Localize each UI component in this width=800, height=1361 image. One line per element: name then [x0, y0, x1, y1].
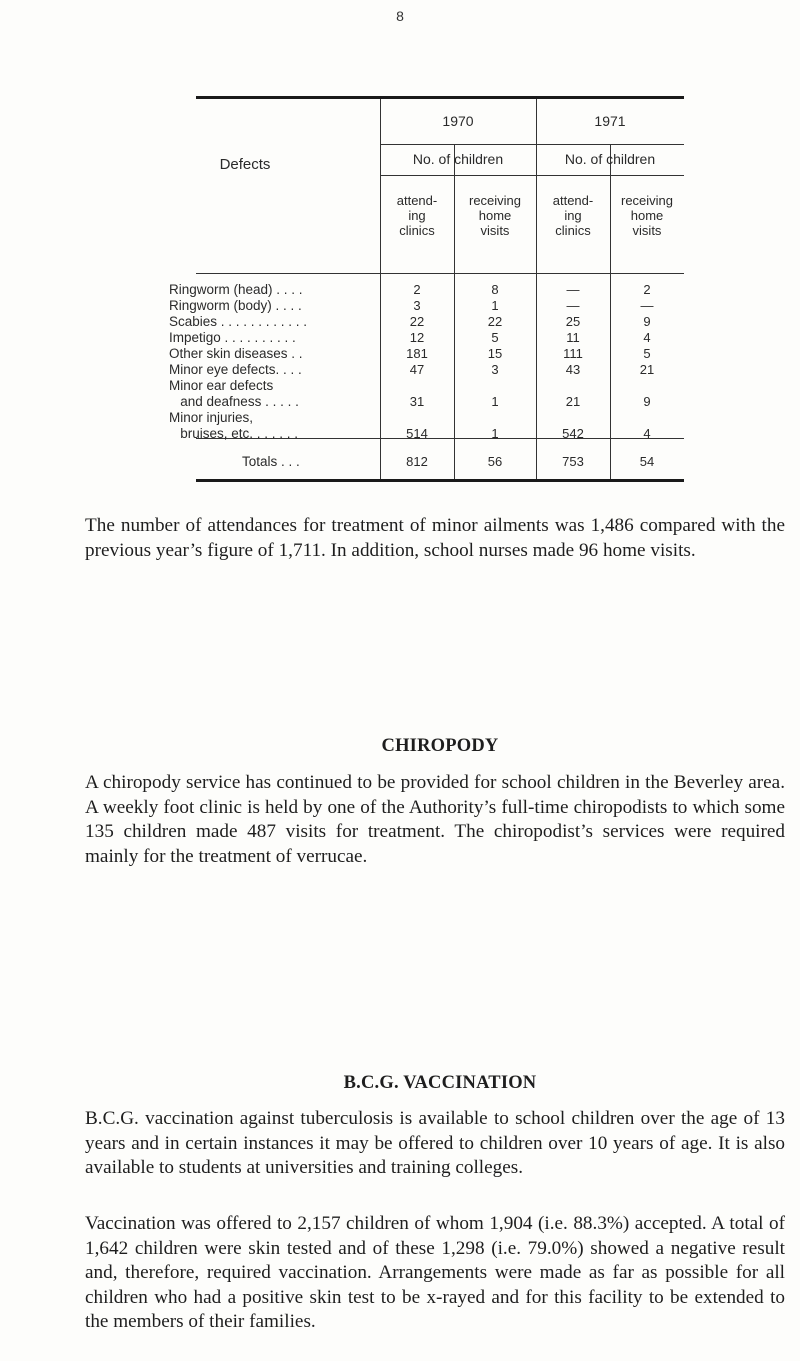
- subheader-line: receiving: [468, 193, 522, 208]
- table-cell: 2: [413, 282, 421, 297]
- table-cell: 4: [643, 426, 651, 441]
- table-cell: 21: [639, 362, 655, 377]
- table-cell: 9: [643, 394, 651, 409]
- table-bottom-rule: [196, 479, 684, 482]
- paragraph-minor-ailments: The number of attendances for treatment of minor ailments was 1,486 compared with the previous year’s figure of 1,711. In addition, school nurses made 96 home visits.: [85, 515, 785, 561]
- table-cell: —: [566, 282, 580, 297]
- subheader-line: home: [630, 208, 664, 223]
- table-cell: 5: [643, 346, 651, 361]
- row-label-minor-injuries-line2: bruises, etc. . . . . . .: [169, 426, 299, 441]
- heading-chiropody: CHIROPODY: [381, 736, 499, 756]
- page-number: 8: [396, 8, 404, 24]
- table-cell: 542: [562, 426, 584, 441]
- table-cell: 47: [409, 362, 425, 377]
- table-cell: 8: [491, 282, 499, 297]
- table-cell: 11: [566, 330, 580, 345]
- row-label-scabies: Scabies . . . . . . . . . . . .: [169, 314, 308, 329]
- table-cell: 5: [491, 330, 499, 345]
- table-cell: —: [640, 298, 654, 313]
- heading-bcg-vaccination: B.C.G. VACCINATION: [343, 1073, 537, 1093]
- totals-cell: 56: [487, 454, 503, 469]
- row-label-totals: Totals . . .: [242, 454, 300, 469]
- subheader-home-visits-1971: [610, 193, 684, 238]
- table-cell: 1: [491, 298, 499, 313]
- row-label-impetigo: Impetigo . . . . . . . . . .: [169, 330, 296, 345]
- subheader-attending-1971: [536, 193, 610, 238]
- row-label-other-skin: Other skin diseases . .: [169, 346, 303, 361]
- table-cell: 22: [487, 314, 503, 329]
- column-header-defects: Defects: [219, 156, 271, 173]
- row-label-ringworm-head: Ringworm (head) . . . .: [169, 282, 303, 297]
- table-divider: [196, 273, 684, 274]
- table-cell: 3: [413, 298, 421, 313]
- row-label-minor-eye: Minor eye defects. . . .: [169, 362, 302, 377]
- table-cell: 43: [565, 362, 581, 377]
- table-cell: 514: [406, 426, 428, 441]
- table-cell: 181: [406, 346, 428, 361]
- group-header-1971: No. of children: [564, 151, 656, 167]
- table-cell: 12: [409, 330, 425, 345]
- paragraph-bcg-availability: B.C.G. vaccination against tuberculosis is available to school children over the age of 13 years and in certain instances it may be offered to children over 10 years of age. It is also available to students at universities and training colleges.: [85, 1108, 785, 1178]
- table-cell: 15: [487, 346, 503, 361]
- group-header-1970: No. of children: [412, 151, 504, 167]
- table-cell: 2: [643, 282, 651, 297]
- row-label-minor-ear-line1: Minor ear defects: [169, 378, 274, 393]
- row-label-ringworm-body: Ringworm (body) . . . .: [169, 298, 302, 313]
- table-cell: 111: [563, 346, 583, 361]
- subheader-line: attend-: [552, 193, 594, 208]
- totals-cell: 812: [406, 454, 428, 469]
- table-cell: 1: [491, 426, 499, 441]
- table-cell: 4: [643, 330, 651, 345]
- subheader-line: home: [478, 208, 512, 223]
- table-divider: [380, 144, 684, 145]
- table-cell: 1: [491, 394, 499, 409]
- subheader-line: clinics: [399, 223, 435, 238]
- table-divider: [380, 175, 684, 176]
- table-cell: 25: [565, 314, 581, 329]
- subheader-line: attend-: [396, 193, 438, 208]
- subheader-line: visits: [632, 223, 662, 238]
- table-cell: 3: [491, 362, 499, 377]
- subheader-line: receiving: [620, 193, 674, 208]
- table-cell: 22: [409, 314, 425, 329]
- year-header-1971: 1971: [594, 113, 626, 129]
- paragraph-bcg-results: Vaccination was offered to 2,157 children of whom 1,904 (i.e. 88.3%) accepted. A total of 1,642 children were skin tested and of these 1,298 (i.e. 79.0%) showed a negative result and, therefore, required vaccination. Arrangements were made as far as possible for all children who had a positive skin test to be x-rayed and for this facility to be extended to the members of their families.: [85, 1213, 785, 1332]
- table-cell: —: [566, 298, 580, 313]
- subheader-line: visits: [480, 223, 510, 238]
- row-label-minor-ear-line2: and deafness . . . . .: [169, 394, 299, 409]
- row-label-minor-injuries-line1: Minor injuries,: [169, 410, 254, 425]
- subheader-home-visits-1970: [454, 193, 536, 238]
- defects-table: [169, 96, 684, 482]
- table-cell: 21: [565, 394, 581, 409]
- subheader-attending-1970: [380, 193, 454, 238]
- totals-cell: 753: [562, 454, 584, 469]
- table-cell: 9: [643, 314, 651, 329]
- subheader-line: clinics: [555, 223, 591, 238]
- year-header-1970: 1970: [442, 113, 474, 129]
- totals-cell: 54: [639, 454, 655, 469]
- table-cell: 31: [409, 394, 425, 409]
- table-top-rule: [196, 96, 684, 99]
- subheader-line: ing: [408, 208, 426, 223]
- paragraph-chiropody: A chiropody service has continued to be provided for school children in the Beverley area. A weekly foot clinic is held by one of the Authority’s full-time chiropodists to which some 135 children made 487 visits for treatment. The chiropodist’s services were required mainly for the treatment of verrucae.: [85, 772, 785, 867]
- subheader-line: ing: [564, 208, 582, 223]
